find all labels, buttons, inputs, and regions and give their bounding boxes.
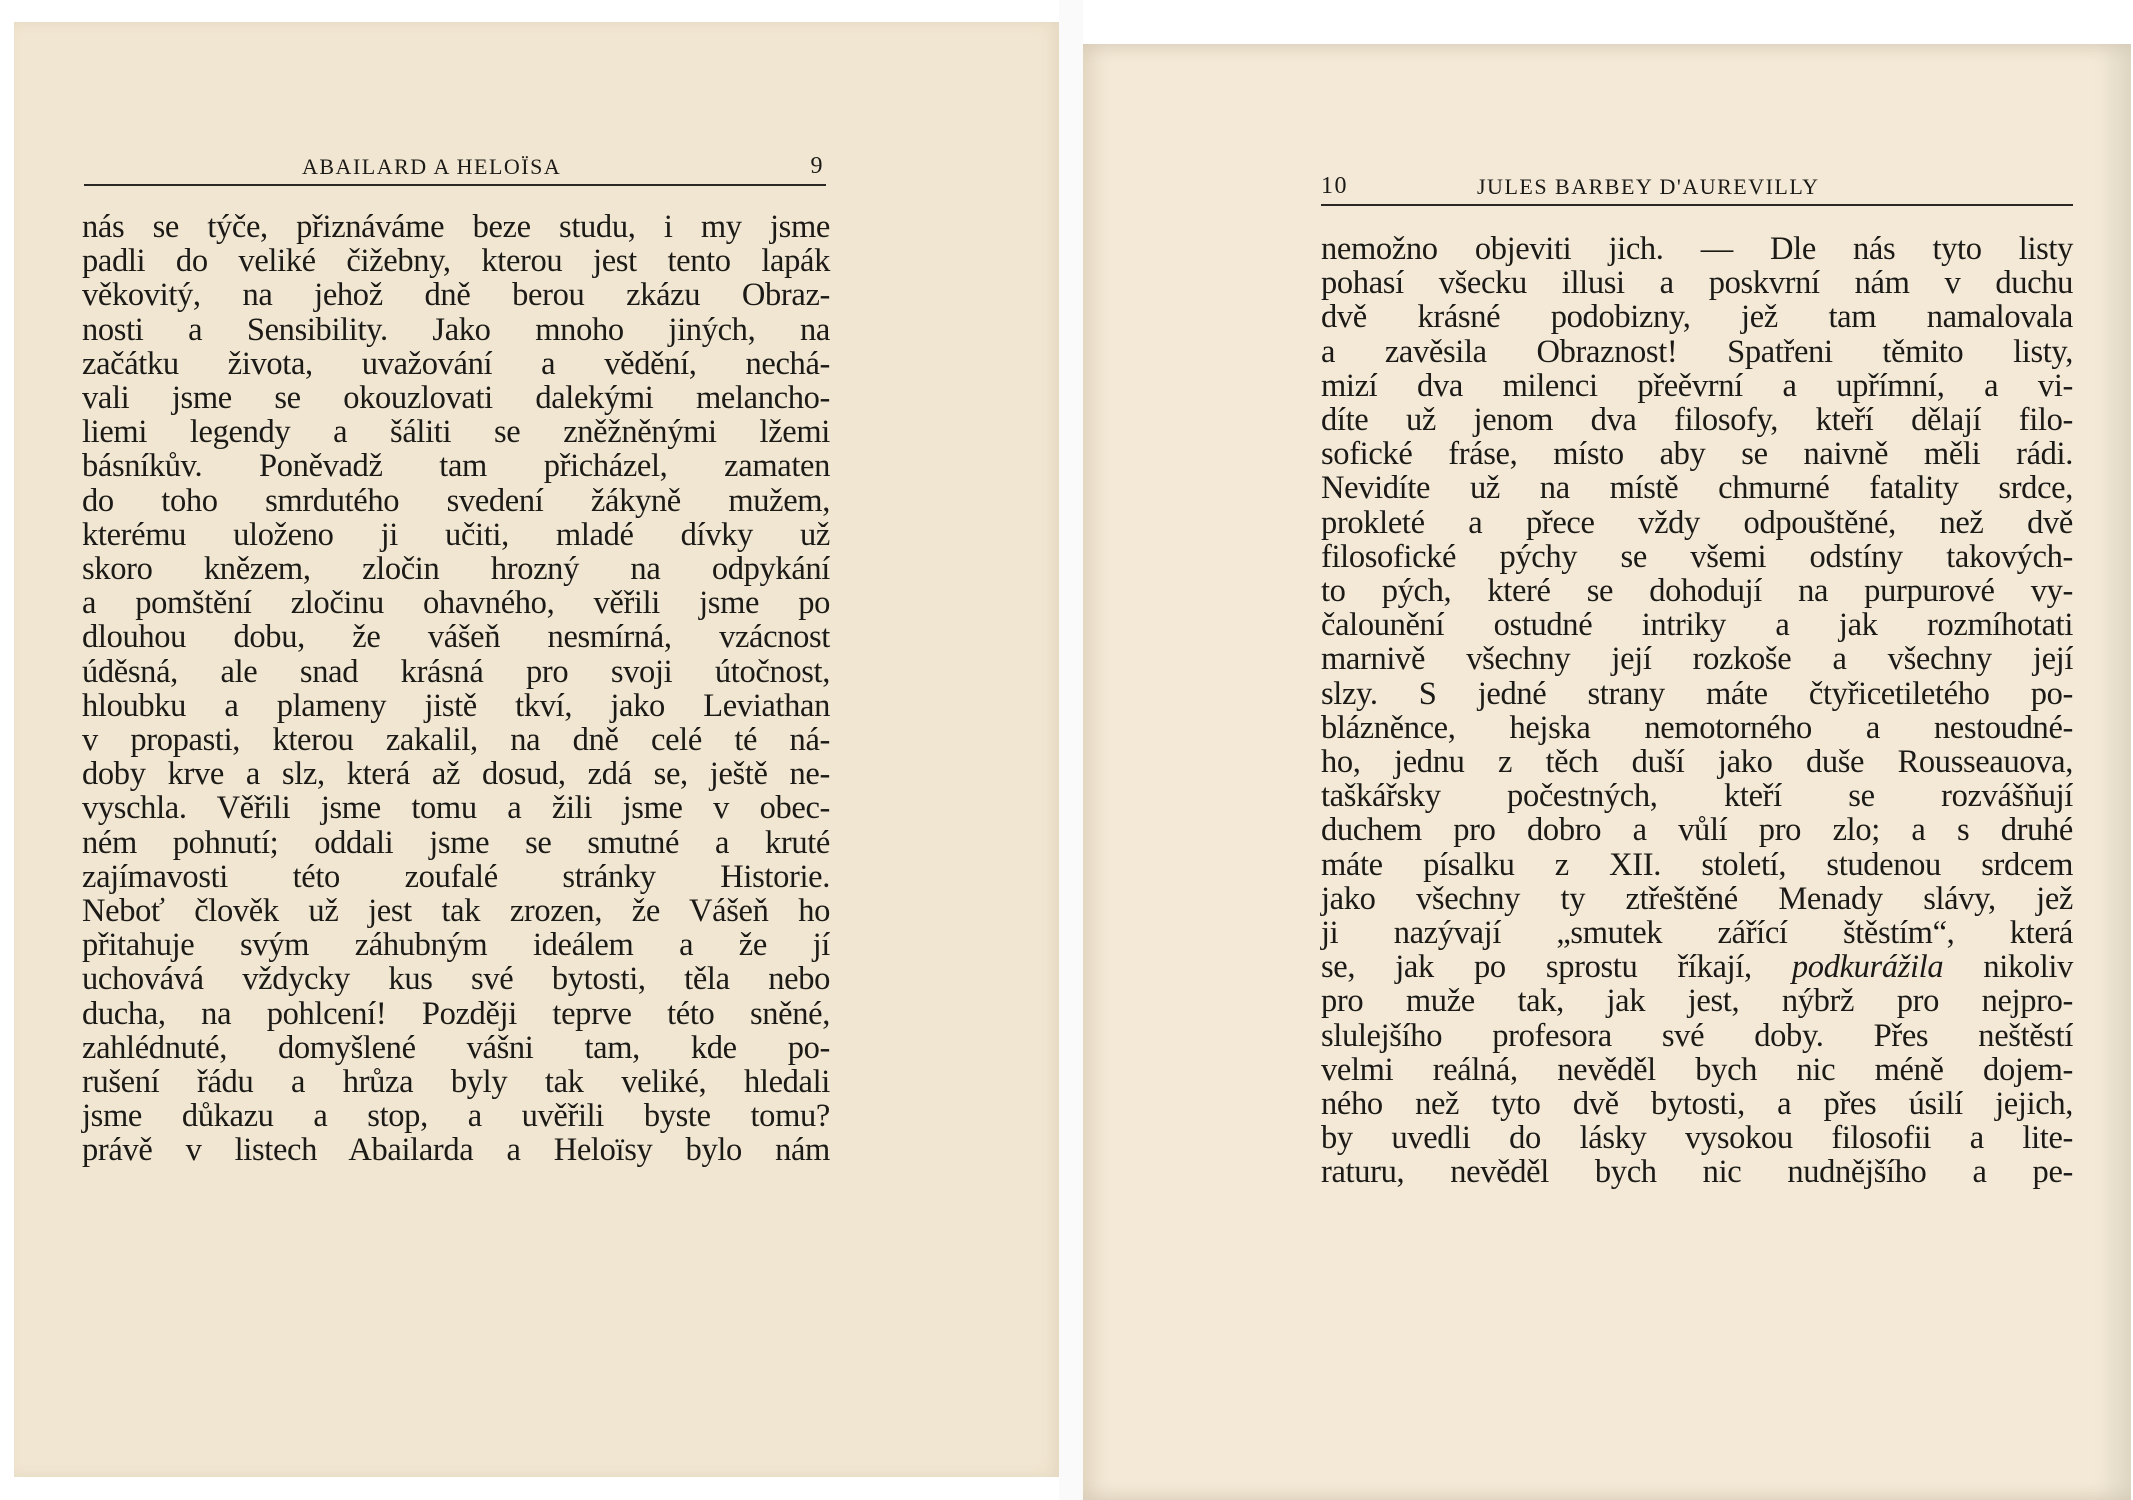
text-run: nikoliv [1943, 949, 2074, 986]
text-line: pohasí všecku illusi a poskvrní nám v duchu [1321, 265, 2073, 302]
text-line: a zavěsila Obraznost! Spatřeni těmito listy, [1321, 333, 2073, 370]
text-line: úděsná, ale snad krásná pro svoji útočnost, [82, 653, 830, 690]
text-line: věkovitý, na jehož dně berou zkázu Obraz- [82, 277, 830, 314]
text-line: filosofické pýchy se všemi odstíny takových- [1321, 538, 2073, 575]
book-gutter [1059, 0, 1083, 1500]
text-line: raturu, nevěděl bych nic nudnějšího a pe- [1321, 1154, 2073, 1191]
text-line: ném pohnutí; oddali jsme se smutné a kruté [82, 824, 830, 861]
text-run: se, jak po sprostu říkají, [1321, 949, 1792, 986]
text-line: čalounění ostudné intriky a jak rozmíhotati [1321, 607, 2073, 644]
text-line: dvě krásné podobizny, jež tam namalovala [1321, 299, 2073, 336]
text-line: básníkův. Poněvadž tam přicházel, zamaten [82, 448, 830, 485]
text-line: by uvedli do lásky vysokou filosofii a lite- [1321, 1120, 2073, 1157]
left-running-header [84, 150, 826, 186]
text-line: slzy. S jedné strany máte čtyřicetiletého po- [1321, 675, 2073, 712]
text-line: kterému uloženo ji učiti, mladé dívky už [82, 516, 830, 553]
text-line: vali jsme se okouzlovati dalekými melancho- [82, 380, 830, 417]
left-page-number: 9 [810, 153, 824, 179]
text-line [1321, 950, 2073, 984]
text-line: taškářsky počestných, kteří se rozvášňují [1321, 778, 2073, 815]
text-line: velmi reálná, nevěděl bych nic méně dojem- [1321, 1051, 2073, 1088]
right-running-header [1321, 170, 2073, 206]
text-line: blázněnce, hejska nemotorného a nestoudné- [1321, 709, 2073, 746]
text-line: rušení řádu a hrůza byly tak veliké, hledali [82, 1064, 830, 1101]
text-line: nás se týče, přiznáváme beze studu, i my jsme [82, 209, 830, 245]
italic-word: podkurážila [1791, 949, 1944, 986]
text-line: hloubku a plameny jistě tkví, jako Leviathan [82, 687, 830, 724]
text-line: zahlédnuté, domyšlené vášni tam, kde po- [82, 1029, 830, 1066]
text-line: Nevidíte už na místě chmurné fatality srdce, [1321, 470, 2073, 507]
text-line: ho, jednu z těch duší jako duše Rousseauova, [1321, 744, 2073, 781]
text-line: dlouhou dobu, že vášeň nesmírná, vzácnost [82, 619, 830, 656]
text-line: liemi legendy a šáliti se zněžněnými lžemi [82, 414, 830, 451]
text-line: ného než tyto dvě bytosti, a přes úsilí jejich, [1321, 1086, 2073, 1123]
text-line: prokleté a přece vždy odpouštěné, než dvě [1321, 504, 2073, 541]
text-line: to pých, které se dohodují na purpurové vy- [1321, 573, 2073, 610]
text-line: vyschla. Věřili jsme tomu a žili jsme v obec- [82, 790, 830, 827]
text-line: do toho smrdutého svedení žákyně mužem, [82, 482, 830, 519]
text-line: ji nazývají „smutek zářící štěstím“, která [1321, 915, 2073, 952]
text-line: doby krve a slz, která až dosud, zdá se, ještě ne- [82, 756, 830, 793]
right-page [1083, 44, 2131, 1500]
text-line: máte písalku z XII. století, studenou srdcem [1321, 846, 2073, 883]
text-line: a pomštění zločinu ohavného, věřili jsme po [82, 585, 830, 622]
text-line: právě v listech Abailarda a Heloïsy bylo nám [82, 1132, 830, 1169]
text-line: Neboť člověk už jest tak zrozen, že Vášeň ho [82, 893, 830, 930]
text-line: začátku života, uvažování a vědění, nechá- [82, 345, 830, 382]
text-line: sofické fráse, místo aby se naivně měli rádi. [1321, 436, 2073, 473]
right-page-body [1321, 232, 2073, 1190]
text-line: nosti a Sensibility. Jako mnoho jiných, na [82, 311, 830, 348]
text-line: skoro knězem, zločin hrozný na odpykání [82, 551, 830, 588]
text-line: v propasti, kterou zakalil, na dně celé té ná- [82, 722, 830, 759]
right-running-head-title: JULES BARBEY D'AUREVILLY [1477, 174, 1820, 199]
text-line: ducha, na pohlcení! Později teprve této sněné, [82, 995, 830, 1032]
text-line: zajímavosti této zoufalé stránky Historie. [82, 858, 830, 895]
right-page-number: 10 [1321, 173, 1348, 199]
text-line: jako všechny ty ztřeštěné Menady slávy, jež [1321, 880, 2073, 917]
left-page-body [82, 210, 830, 1168]
text-line: slulejšího profesora své doby. Přes neštěstí [1321, 1017, 2073, 1054]
text-line: jsme důkazu a stop, a uvěřili byste tomu? [82, 1098, 830, 1135]
text-line: díte už jenom dva filosofy, kteří dělají filo- [1321, 402, 2073, 439]
text-line: mizí dva milenci přeěvrní a upřímní, a vi- [1321, 367, 2073, 404]
text-line: pro muže tak, jak jest, nýbrž pro nejpro- [1321, 983, 2073, 1020]
text-line: padli do veliké čižebny, kterou jest tento lapák [82, 243, 830, 280]
left-page [14, 22, 1059, 1477]
text-line: přitahuje svým záhubným ideálem a že jí [82, 927, 830, 964]
text-line: nemožno objeviti jich. — Dle nás tyto listy [1321, 231, 2073, 267]
text-line: marnivě všechny její rozkoše a všechny její [1321, 641, 2073, 678]
left-running-head-title: ABAILARD A HELOÏSA [302, 154, 562, 179]
text-line: duchem pro dobro a vůlí pro zlo; a s druhé [1321, 812, 2073, 849]
text-line: uchovává vždycky kus své bytosti, těla nebo [82, 961, 830, 998]
